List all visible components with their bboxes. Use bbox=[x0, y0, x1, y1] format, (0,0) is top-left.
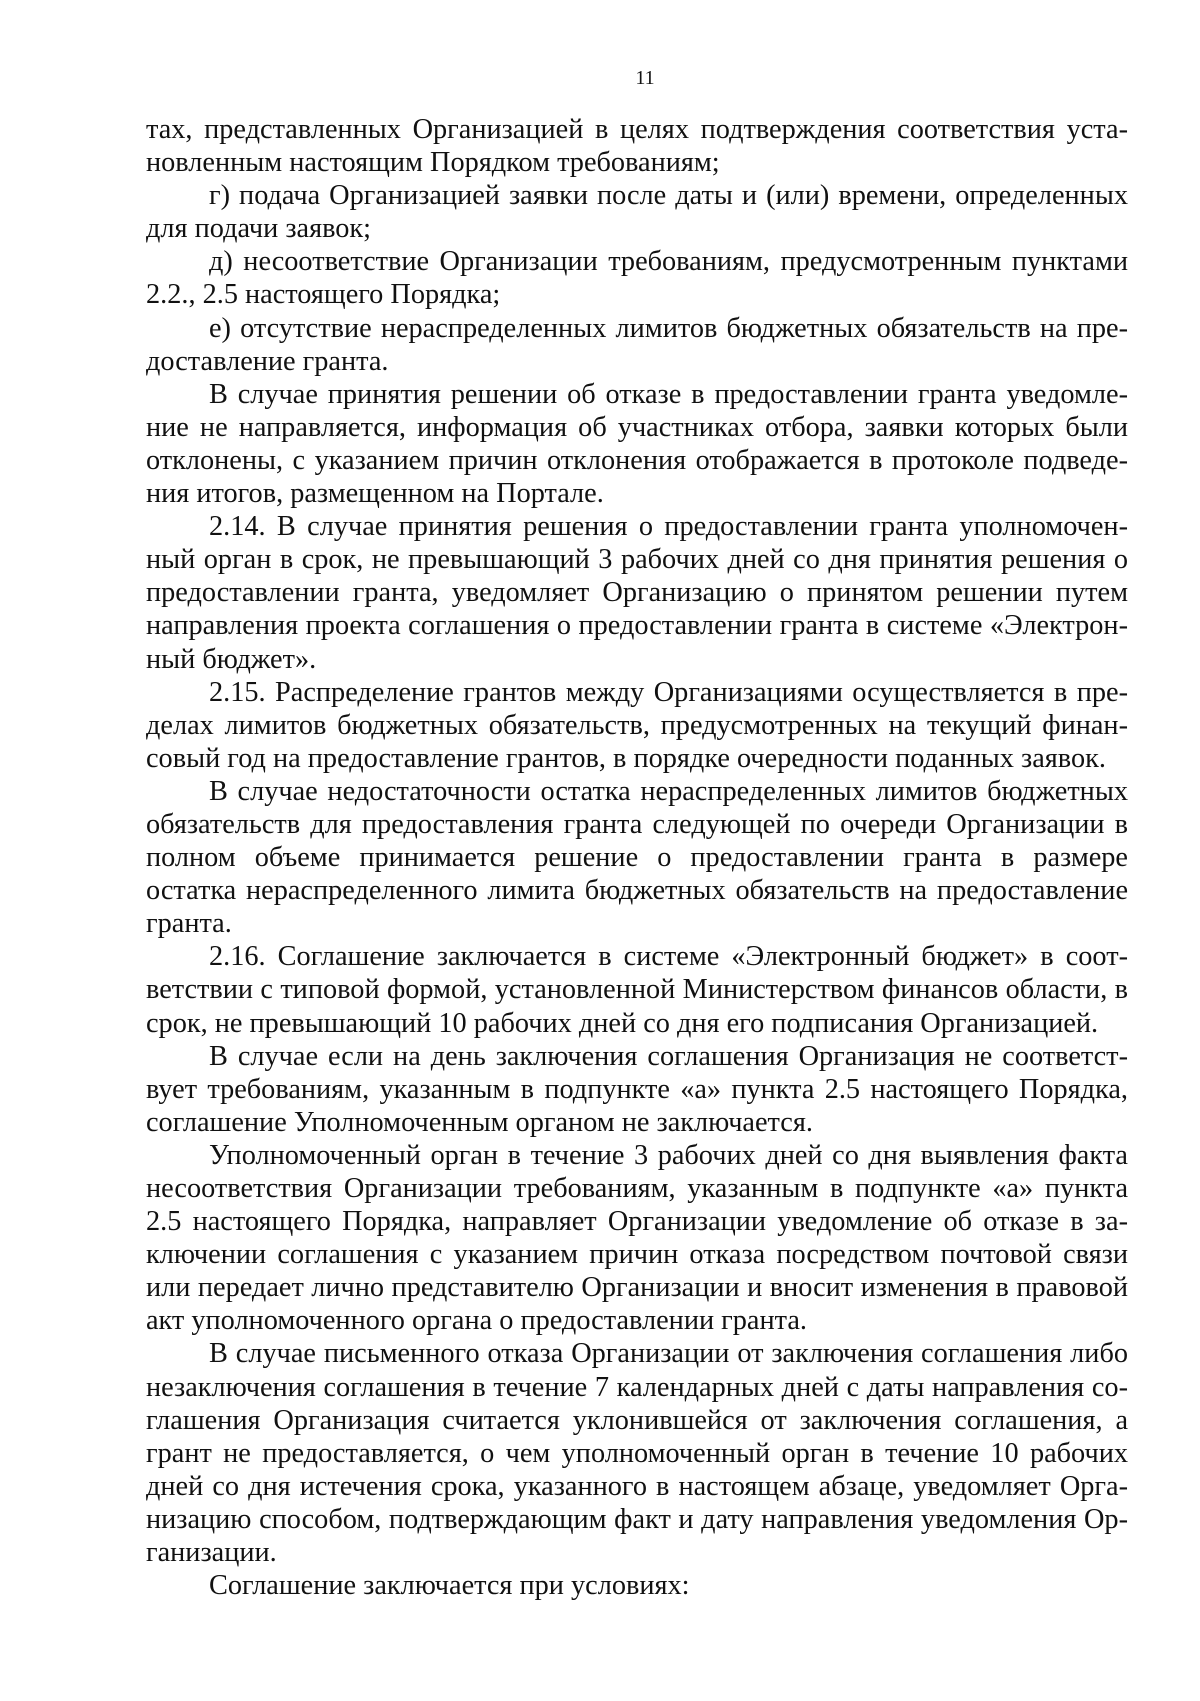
paragraph-refusal-notice: В случае принятия решении об отказе в предоставлении гранта уведомление не направляется, информация об участниках отбора, заявки которых были отклонены, с указанием причин отклонения отображается в протоколе подведения итогов, размещенном на Портале. bbox=[146, 378, 1128, 510]
page-number: 11 bbox=[635, 67, 655, 89]
paragraph-2-15: 2.15. Распределение грантов между Организациями осуществляется в пределах лимитов бюджетных обязательств, предусмотренных на текущий финансовый год на предоставление грантов, в порядке очередности поданных заявок. bbox=[146, 676, 1128, 774]
paragraph-2-14: 2.14. В случае принятия решения о предоставлении гранта уполномоченный орган в срок, не превышающий 3 рабочих дней со дня принятия решения о предоставлении гранта, уведомляет Организацию о принятом решении путем направления проекта соглашения о предоставлении гранта в системе «Электронный бюджет». bbox=[146, 511, 1128, 675]
paragraph-insufficient-limits: В случае недостаточности остатка нераспределенных лимитов бюджетных обязательств для предоставления гранта следующей по очереди Организации в полном объеме принимается решение о предоставлении гранта в размере остатка нераспределенного лимита бюджетных обязательств на предоставление гранта. bbox=[146, 775, 1128, 940]
paragraph-written-refusal: В случае письменного отказа Организации от заключения соглашения либо незаключения соглашения в течение 7 календарных дней с даты направления соглашения Организация считается уклонившейся от заключения соглашения, а грант не предоставляется, о чем уполномоченный орган в течение 10 рабочих дней со дня истечения срока, указанного в настоящем абзаце, уведомляет Организацию способом, подтверждающим факт и дату направления уведомления Организации. bbox=[146, 1338, 1128, 1569]
paragraph-continuation: тах, представленных Организацией в целях подтверждения соответствия установленным настоящим Порядком требованиям; bbox=[146, 114, 1128, 179]
paragraph-item-e: е) отсутствие нераспределенных лимитов бюджетных обязательств на предоставление гранта. bbox=[146, 312, 1128, 377]
paragraph-noncompliance: В случае если на день заключения соглашения Организация не соответствует требованиям, указанным в подпункте «а» пункта 2.5 настоящего Порядка, соглашение Уполномоченным органом не заключается. bbox=[146, 1040, 1128, 1138]
paragraph-authorized-body: Уполномоченный орган в течение 3 рабочих дней со дня выявления факта несоответствия Организации требованиям, указанным в подпункте «а» пункта 2.5 настоящего Порядка, направляет Организации уведомление об отказе в заключении соглашения с указанием причин отказа посредством почтовой связи или передает лично представителю Организации и вносит изменения в правовой акт уполномоченного органа о предоставлении гранта. bbox=[146, 1139, 1128, 1337]
paragraph-2-16: 2.16. Соглашение заключается в системе «Электронный бюджет» в соответствии с типовой формой, установленной Министерством финансов области, в срок, не превышающий 10 рабочих дней со дня его подписания Организацией. bbox=[146, 941, 1128, 1039]
paragraph-item-g: г) подача Организацией заявки после даты и (или) времени, определенных для подачи заявок; bbox=[146, 180, 1128, 245]
document-body bbox=[146, 113, 1128, 1602]
paragraph-item-d: д) несоответствие Организации требованиям, предусмотренным пунктами 2.2., 2.5 настоящего Порядка; bbox=[146, 246, 1128, 311]
paragraph-agreement-conditions: Соглашение заключается при условиях: bbox=[209, 1570, 690, 1602]
